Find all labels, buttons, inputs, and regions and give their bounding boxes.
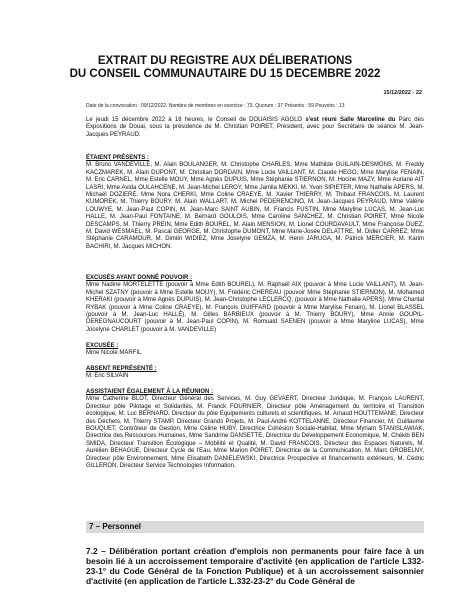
intro-paragraph [86, 117, 424, 139]
presents-heading: ÉTAIENT PRÉSENTS : [86, 155, 149, 161]
presents-section [86, 155, 424, 251]
assistaient-section [86, 389, 424, 470]
deliberation-title: 7.2 – Délibération portant création d'emplois non permanents pour faire face à un besoin lié à un accroissement temporaire d'activité (en application de l'article L332-23-1° du Code Général de la Fonction Publique) et à un accroissement saisonnier d'activité (en application de l'article L.332-23-2° du Code Général de [86, 546, 424, 586]
section-heading-personnel: 7 – Personnel [86, 521, 424, 533]
excuse-heading: EXCUSÉE : [86, 343, 119, 349]
pouvoir-heading: EXCUSÉS AYANT DONNÉ POUVOIR : [86, 275, 193, 281]
excuse-section [86, 343, 424, 358]
intro-text-1: Le jeudi 15 décembre 2022 à 18 heures, le Conseil de DOUAISIS AGGLO [86, 117, 306, 123]
assistaient-heading: ASSISTAIENT ÉGALEMENT À LA RÉUNION : [86, 389, 214, 395]
intro-text-2: Parc des Expositions de Douai, sous la présidence de M. Christian POIRET, Président, avec pour Secrétaire de séance M. Jean-Jacques PEYRAUD. [86, 117, 424, 138]
pouvoir-section [86, 275, 424, 334]
document-title-line-1: EXTRAIT DU REGISTRE AUX DÉLIBERATIONS [97, 55, 353, 67]
convocation-meta: Date de la convocation : 09/12/2022. Nombre de membres en exercice : 73. Quorum : 37 Présents : 59 Pouvoirs : 13 [86, 103, 345, 109]
presents-list: M. Bruno VANDEVILLE, M. Alain BOULANGER, M. Christophe CHARLES, Mme Mathilde GUILAIN-DESMONS, M. Freddy KACZMAREK, M. Alain DUPONT, M. Christian DORDAIN, Mme Lucie VAILLANT, M. Claude HEGO, Mme Marylise FENAIN, M. Eric CARNEL, Mme Estelle MOUY, Mme Agnès DUPUIS, Mme Stéphanie STIERNON, M. Hocine MAZY, Mme Auriane AIT LASRI, Mme Avida OULAHCENE, M. Jean-Michel LEROY, Mme Jamila MEKKI, M. Yvon SIPIETER, Mme Nathalie APERS, M. Michaël DOZIERE, Mme Nora CHERKI, Mme Coline CRAEYE, M. Xavier THIERRY, M. Thibaut FRANCOIS, M. Laurent KUMOREK, M. Thierry BOURY, M. Alain WALLART, M. Michel PEDERENCINO, M. Jean-Jacques PEYRAUD, Mme Valérie LOUWYE, M. Jean-Paul COPIN, M. Jean-Marc SAINT AUBIN, M. Francis FUSTIN, Mme Maryline LUCAS, M. Jean-Luc HALLE, M. Jean-Paul FONTAINE, M. Bernard GOULOIS, Mme Caroline SANCHEZ, M. Christian POIRET, Mme Nicole DESCAMPS, M. Thierry PREIN, Mme Edith BOUREL, M. Alain MENSION, M. Lionel COURDAVAULT, Mme Françoise DUEZ, M. David WESMAEL, M. Pascal GEORGE, M. Christophe DUMONT, Mme Marie-Josée DELATTRE, M. Didier CARREZ, Mme Stéphanie CARAMOUR, M. Dimitri WIDIEZ, Mme Joselyne GEMZA, M. Henri JARUGA, M. Patrick MERCIER, M. Karim BACHIRI, M. Jacques MICHON. [86, 162, 424, 250]
document-title-line-2: DU CONSEIL COMMUNAUTAIRE DU 15 DECEMBRE 2022 [69, 68, 381, 80]
intro-text-bold: s'est réuni Salle Marceline du [305, 117, 396, 123]
pouvoir-list: Mme Nadine MORTELETTE (pouvoir à Mme Edith BOUREL), M. Raphaël AIX (pouvoir à Mme Lucie VAILLANT), M. Jean-Michel SZATNY (pouvoir à Mme Estelle MOUY), M. Frédéric CHEREAU (pouvoir Mme Stéphanie STIERNON), M. Mohamed KHERAKI (pouvoir à Mme Agnès DUPUIS), M. Jean-Christophe LECLERCQ, (pouvoir à Mme Nathalie APERS), Mme Chantal RYBAK (pouvoir à Mme Coline CRAEYE), M. François GUIFFARD (pouvoir à Mme Marylise Fenain), M. Lionel BLASSEL (pouvoir à M. Jean-Luc HALLÉ), M. Gilles BARBIEUX (pouvoir à M. Thierry BOURY), Mme Annie GOUPIL-DEREGNAUCOURT (pouvoir à M. Jean-Paul COPIN), M. Romuald SAENEN (pouvoir à Mme Maryline LUCAS), Mme Jocelyne CHARLET (pouvoir à M. VANDEVILLE) [86, 282, 424, 333]
absent-section [86, 366, 424, 381]
absent-heading: ABSENT REPRÉSENTÉ : [86, 366, 157, 372]
assistaient-list: Mme Catherine BLOT, Directeur Général des Services, M. Guy GEVAERT, Directeur Juridique, M. François LAURENT, Directeur pôle Pilotage et Solidarités, M. Franck FOURNIER, Directeur pôle Aménagement du territoire et Transition écologique, M. Luc BERNARD, Directeur du pôle Equipements culturels et scientifiques, M. Arnaud HOUTTEMANE, Directeur des Déchets, M. Thierry STAMP, Directeur Grands Projets, M. Paul-André KOTTELANNE, Directeur Financier, M. Guillaume BOUQUET, Contrôleur de Gestion, Mme Céline HUBY, Directrice Cohésion Sociale-Habitat, Mme Myriam STANISLAWIAK, Directrice des Ressources Humaines, Mme Sandrine DANSETTE, Directrice du Développement Economique, M. Chékib BEN SMIDA, Directeur Transition Écologique – Mobilité et Qualité, M. David FRANCOIS, Directeur des Espaces Naturels, M. Aurélien BEHAGUE, Directeur Cycle de l'Eau, Mme Marion POIRET, Directrice de la Communication, M. Marc GROBELNY, Directeur pôle Environnement, Mme Elisabeth DANIELEWSKI, Directrice Prospective et financements extérieurs, M. Cédric GILLERON, Directeur Service Technologies Information. [86, 396, 424, 470]
absent-name: M. Eric SILVAIN [86, 373, 129, 380]
deliberation-reference: 15/12/2022 - 22 [383, 90, 422, 96]
excuse-name: Mme Nicole MARFIL [86, 350, 142, 357]
